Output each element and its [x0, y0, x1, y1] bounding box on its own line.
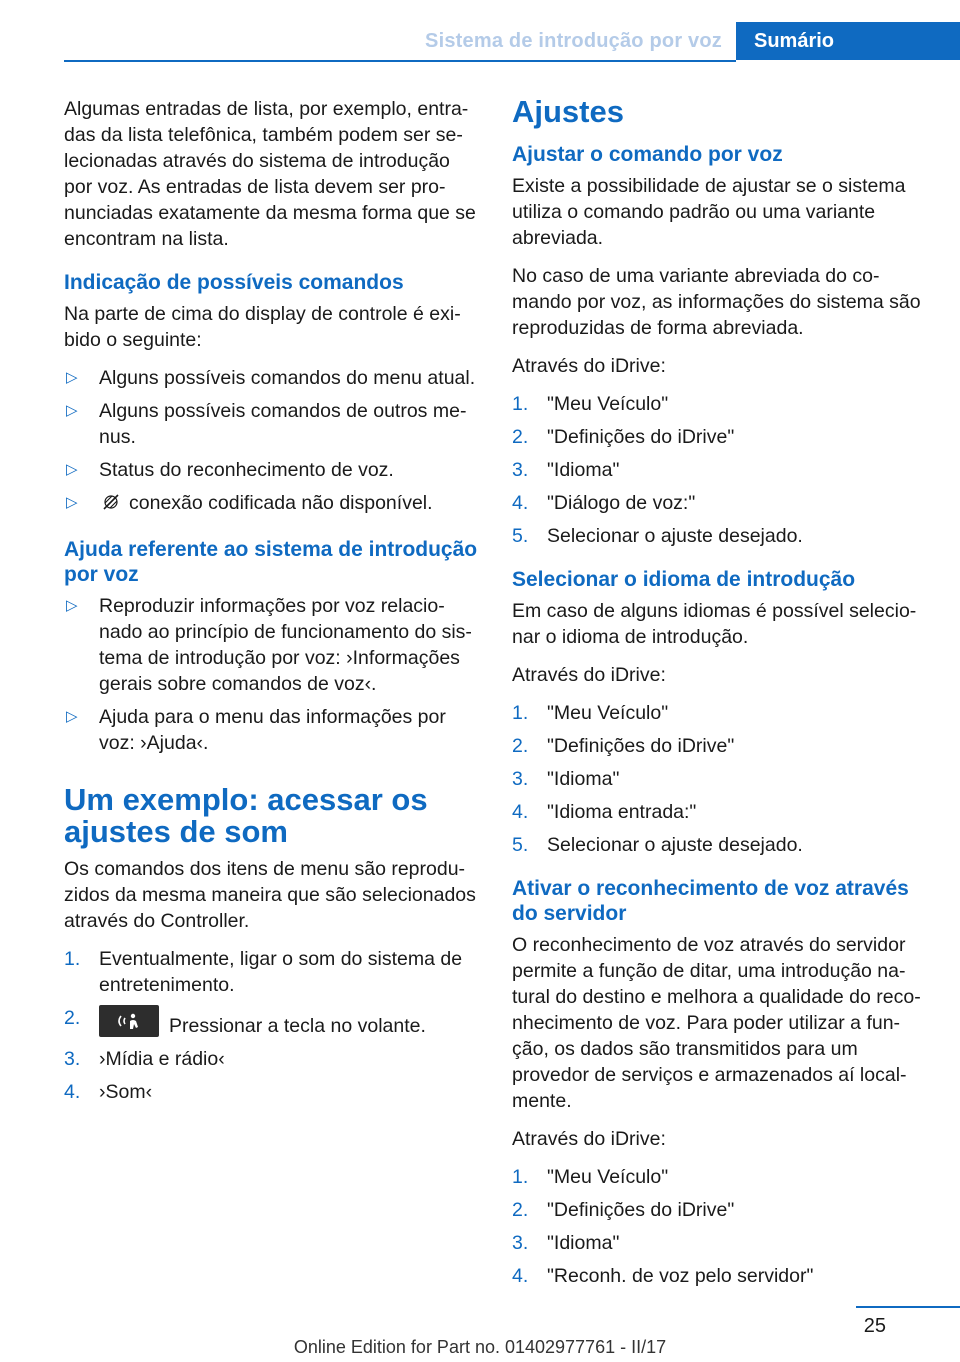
- header-section-title[interactable]: Sistema de introdução por voz: [425, 30, 722, 52]
- list-item: ▷ Alguns possíveis comandos de outros me‐nus.: [66, 400, 467, 448]
- list-item: ▷ conexão codificada não disponível.: [64, 490, 482, 519]
- ajustar-paragraph-1: Existe a possibilidade de ajustar se o sistema utiliza o comando padrão ou uma variante abreviada.: [512, 175, 906, 249]
- list-item: 3. "Idioma": [512, 768, 620, 790]
- list-item: 4. ›Som‹: [64, 1081, 153, 1103]
- heading-ajustes: Ajustes: [512, 94, 624, 129]
- footer-rule: [856, 1306, 960, 1308]
- list-item: 2. "Definições do iDrive": [512, 426, 735, 448]
- list-item: 4. "Reconh. de voz pelo servidor": [512, 1265, 814, 1287]
- ajuda-list: [64, 593, 482, 756]
- list-item: 2. "Definições do iDrive": [512, 1199, 735, 1221]
- idioma-steps: [512, 700, 930, 858]
- indicacao-list: [64, 365, 482, 519]
- indicacao-text: Na parte de cima do display de controle é exi‐bido o seguinte:: [64, 303, 461, 351]
- list-item: 3. ›Mídia e rádio‹: [64, 1048, 225, 1070]
- left-column: [64, 96, 482, 1112]
- heading-ajustar: Ajustar o comando por voz: [512, 143, 783, 166]
- idioma-paragraph: Em caso de alguns idiomas é possível selecio‐nar o idioma de introdução.: [512, 600, 917, 648]
- ajustar-steps: [512, 391, 930, 549]
- header-tab-summary[interactable]: Sumário: [736, 22, 960, 60]
- right-column: [512, 96, 930, 1296]
- edition-footer: Online Edition for Part no. 01402977761 - II/17: [293, 1337, 667, 1357]
- triangle-bullet-icon: ▷: [66, 369, 78, 386]
- list-item: 5. Selecionar o ajuste desejado.: [512, 525, 803, 547]
- list-item: 1. "Meu Veículo": [512, 702, 669, 724]
- triangle-bullet-icon: ▷: [66, 461, 78, 478]
- list-item: 2. Pressionar a tecla no volante.: [64, 1007, 426, 1037]
- servidor-steps: [512, 1164, 930, 1289]
- page-header: [0, 22, 960, 62]
- ajustar-paragraph-2: No caso de uma variante abreviada do co‐mando por voz, as informações do sistema são reproduzidas de forma abreviada.: [512, 265, 921, 339]
- list-item: 2. "Definições do iDrive": [512, 735, 735, 757]
- list-item: 1. "Meu Veículo": [512, 1166, 669, 1188]
- exemplo-text: Os comandos dos itens de menu são reprodu‐zidos da mesma maneira que são selecionados através do Controller.: [64, 858, 476, 932]
- heading-exemplo: Um exemplo: acessar os ajustes de som: [64, 782, 428, 849]
- list-item: ▷ Ajuda para o menu das informações por voz: ›Ajuda‹.: [66, 706, 446, 754]
- list-item: 4. "Diálogo de voz:": [512, 492, 696, 514]
- triangle-bullet-icon: ▷: [66, 708, 78, 725]
- page-number: 25: [863, 1315, 886, 1337]
- triangle-bullet-icon: ▷: [66, 494, 78, 511]
- heading-servidor: Ativar o reconhecimento de voz através do servidor: [512, 877, 909, 925]
- servidor-paragraph: O reconhecimento de voz através do servidor permite a função de ditar, uma introdução na‐tural do destino e melhora a qualidade do reco‐nhecimento de voz. Para poder utilizar a fun‐ção, os dados são transmitidos para um provedor de serviços e armazenados aí local‐mente.: [512, 934, 921, 1112]
- triangle-bullet-icon: ▷: [66, 597, 78, 614]
- servidor-via: Através do iDrive:: [512, 1128, 666, 1150]
- list-item: 1. "Meu Veículo": [512, 393, 669, 415]
- list-item: ▷ Status do reconhecimento de voz.: [66, 459, 394, 481]
- list-item: 3. "Idioma": [512, 459, 620, 481]
- voice-button-icon: [99, 1005, 159, 1037]
- heading-ajuda: Ajuda referente ao sistema de introdução por voz: [64, 538, 478, 586]
- exemplo-steps: [64, 946, 482, 1105]
- ajustar-via: Através do iDrive:: [512, 355, 666, 377]
- list-item: ▷ Reproduzir informações por voz relacio‐nado ao princípio de funcionamento do sis‐tema de introdução por voz: ›Informações gerais sobre comandos de voz‹.: [66, 595, 472, 695]
- list-item: ▷ Alguns possíveis comandos do menu atual.: [66, 367, 476, 389]
- idioma-via: Através do iDrive:: [512, 664, 666, 686]
- triangle-bullet-icon: ▷: [66, 402, 78, 419]
- list-item: 5. Selecionar o ajuste desejado.: [512, 834, 803, 856]
- intro-paragraph: Algumas entradas de lista, por exemplo, entra‐das da lista telefônica, também podem ser se‐lecionadas através do sistema de introdução por voz. As entradas de lista devem ser pro‐nunciadas exatamente da mesma forma que se encontram na lista.: [64, 98, 476, 250]
- header-rule: [64, 60, 736, 62]
- no-encrypted-connection-icon: [101, 492, 121, 519]
- heading-idioma: Selecionar o idioma de introdução: [512, 568, 856, 591]
- list-item: 3. "Idioma": [512, 1232, 620, 1254]
- list-item: 1. Eventualmente, ligar o som do sistema de entretenimento.: [64, 948, 463, 996]
- heading-indicacao: Indicação de possíveis comandos: [64, 271, 404, 294]
- list-item: 4. "Idioma entrada:": [512, 801, 697, 823]
